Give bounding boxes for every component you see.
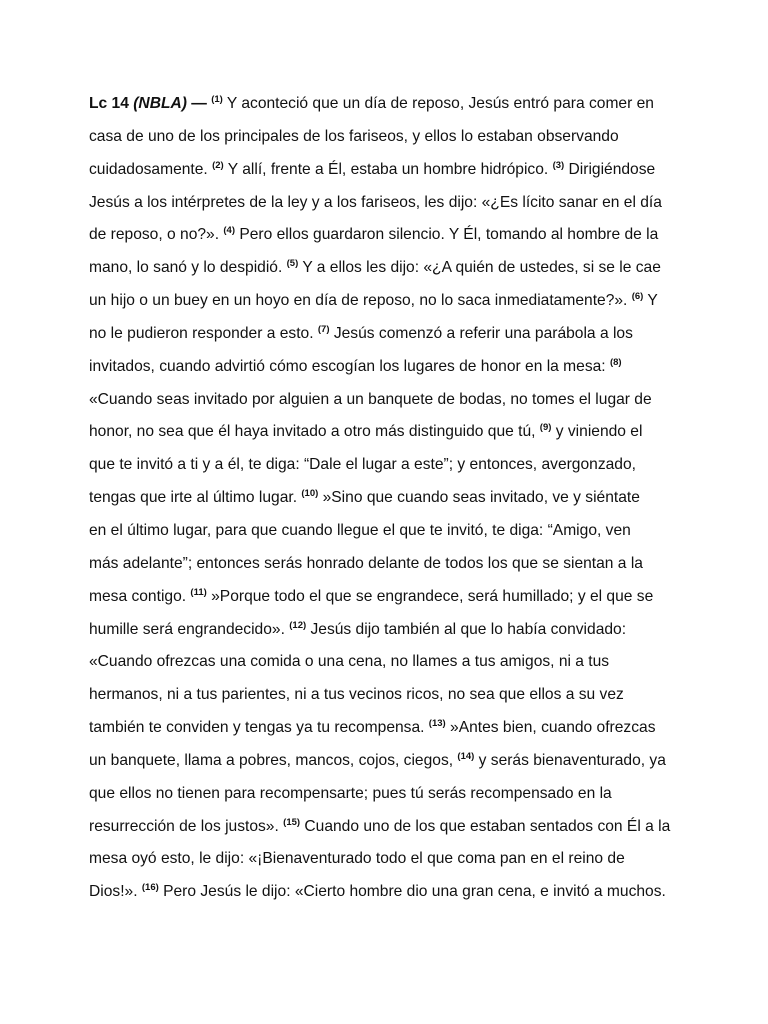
passage-line bbox=[89, 416, 689, 449]
verse-text: tengas que irte al último lugar. bbox=[89, 489, 302, 507]
verse-number: (6) bbox=[631, 291, 644, 303]
verse-text: «Cuando ofrezcas una comida o una cena, no llames a tus amigos, ni a tus bbox=[89, 653, 610, 671]
verse-text: »Antes bien, cuando ofrezcas bbox=[445, 719, 656, 737]
verse-number: (10) bbox=[301, 488, 319, 500]
verse-text: mano, lo sanó y lo despidió. bbox=[89, 259, 287, 277]
passage-line bbox=[89, 88, 689, 121]
verse-text: mesa contigo. bbox=[89, 587, 191, 605]
passage-line bbox=[89, 187, 689, 220]
verse-text: que ellos no tienen para recompensarte; pues tú serás recompensado en la bbox=[89, 784, 612, 802]
verse-text: y viniendo el bbox=[551, 423, 643, 441]
passage-line bbox=[89, 745, 689, 778]
passage-line bbox=[89, 219, 689, 252]
verse-text: casa de uno de los principales de los fariseos, y ellos lo estaban observando bbox=[89, 127, 619, 145]
verse-text: y serás bienaventurado, ya bbox=[474, 751, 666, 769]
verse-number: (7) bbox=[317, 323, 330, 335]
verse-text: Pero Jesús le dijo: «Cierto hombre dio una gran cena, e invitó a muchos. bbox=[158, 883, 666, 901]
passage-line bbox=[89, 778, 689, 811]
passage-line bbox=[89, 449, 689, 482]
passage-line bbox=[89, 285, 689, 318]
book-chapter-reference: Lc 14 bbox=[89, 95, 129, 112]
verse-text: que te invitó a ti y a él, te diga: “Dale el lugar a este”; y entonces, avergonzado, bbox=[89, 456, 636, 474]
verse-text: invitados, cuando advirtió cómo escogían los lugares de honor en la mesa: bbox=[89, 357, 610, 375]
passage-line bbox=[89, 351, 689, 384]
verse-number: (2) bbox=[212, 159, 224, 171]
passage-line bbox=[89, 121, 689, 154]
passage-line bbox=[89, 843, 689, 876]
verse-number: (5) bbox=[286, 258, 299, 270]
passage-line bbox=[89, 384, 689, 417]
verse-text: humille será engrandecido». bbox=[89, 620, 290, 638]
verse-text: »Sino que cuando seas invitado, ve y siéntate bbox=[318, 489, 640, 507]
verse-text: Y aconteció que un día de reposo, Jesús entró para comer en bbox=[222, 95, 654, 112]
verse-number: (3) bbox=[552, 159, 565, 171]
verse-text: mesa oyó esto, le dijo: «¡Bienaventurado todo el que coma pan en el reino de bbox=[89, 850, 625, 868]
verse-text: Dios!». bbox=[89, 883, 142, 901]
verse-number: (12) bbox=[289, 619, 307, 631]
passage-line bbox=[89, 252, 689, 285]
passage-line bbox=[89, 876, 689, 909]
passage-line bbox=[89, 154, 689, 187]
scripture-passage bbox=[89, 88, 689, 909]
verse-text: de reposo, o no?». bbox=[89, 226, 224, 244]
passage-line bbox=[89, 548, 689, 581]
verse-text: Dirigiéndose bbox=[564, 160, 656, 178]
bible-version-label: (NBLA) bbox=[133, 95, 187, 112]
verse-text: también te conviden y tengas ya tu recompensa. bbox=[89, 719, 429, 737]
passage-line bbox=[89, 482, 689, 515]
verse-text: un hijo o un buey en un hoyo en día de reposo, no lo saca inmediatamente?». bbox=[89, 292, 632, 310]
passage-line bbox=[89, 646, 689, 679]
verse-number: (8) bbox=[609, 356, 622, 368]
verse-number: (15) bbox=[283, 816, 301, 828]
verse-number: (9) bbox=[539, 422, 552, 434]
passage-line bbox=[89, 614, 689, 647]
verse-text: Y bbox=[643, 292, 658, 310]
verse-text: Jesús a los intérpretes de la ley y a los fariseos, les dijo: «¿Es lícito sanar en el día bbox=[89, 193, 662, 211]
passage-line bbox=[89, 811, 689, 844]
verse-text: cuidadosamente. bbox=[89, 160, 213, 178]
verse-text: más adelante”; entonces serás honrado delante de todos los que se sientan a la bbox=[89, 554, 643, 572]
verse-text: en el último lugar, para que cuando llegue el que te invitó, te diga: “Amigo, ven bbox=[89, 521, 631, 539]
verse-number: (1) bbox=[211, 94, 223, 105]
verse-text: un banquete, llama a pobres, mancos, cojos, ciegos, bbox=[89, 751, 458, 769]
passage-line bbox=[89, 712, 689, 745]
verse-text: resurrección de los justos». bbox=[89, 817, 284, 835]
verse-text: Pero ellos guardaron silencio. Y Él, tomando al hombre de la bbox=[235, 226, 659, 244]
verse-text: Y allí, frente a Él, estaba un hombre hidrópico. bbox=[223, 160, 553, 178]
verse-number: (14) bbox=[457, 750, 475, 762]
verse-text: Jesús comenzó a referir una parábola a los bbox=[329, 324, 633, 342]
verse-text: Y a ellos les dijo: «¿A quién de ustedes, si se le cae bbox=[298, 259, 661, 277]
verse-text: no le pudieron responder a esto. bbox=[89, 324, 318, 342]
verse-text: hermanos, ni a tus parientes, ni a tus vecinos ricos, no sea que ellos a su vez bbox=[89, 686, 624, 704]
verse-text: »Porque todo el que se engrandece, será humillado; y el que se bbox=[206, 587, 654, 605]
verse-number: (4) bbox=[223, 225, 236, 237]
passage-line bbox=[89, 515, 689, 548]
passage-line bbox=[89, 679, 689, 712]
verse-text: Jesús dijo también al que lo había convidado: bbox=[306, 620, 627, 638]
verse-text: Cuando uno de los que estaban sentados con Él a la bbox=[300, 817, 671, 835]
passage-line bbox=[89, 581, 689, 614]
verse-number: (16) bbox=[141, 882, 159, 894]
verse-text: «Cuando seas invitado por alguien a un banquete de bodas, no tomes el lugar de bbox=[89, 390, 652, 408]
verse-text: honor, no sea que él haya invitado a otro más distinguido que tú, bbox=[89, 423, 540, 441]
heading-dash: — bbox=[191, 95, 207, 112]
verse-number: (11) bbox=[190, 586, 207, 598]
verse-number: (13) bbox=[428, 718, 446, 730]
passage-line bbox=[89, 318, 689, 351]
